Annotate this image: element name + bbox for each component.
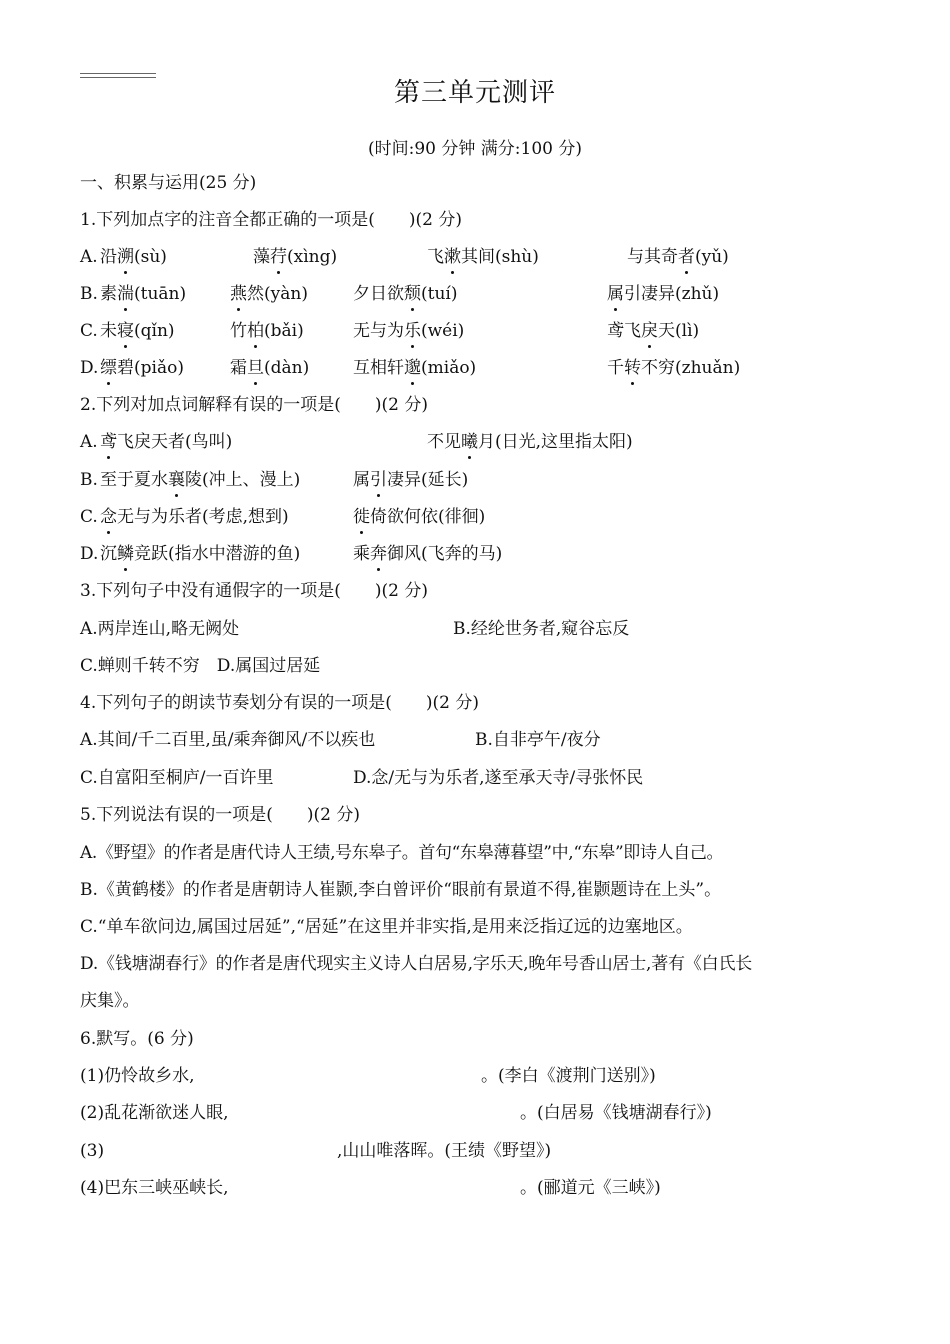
q2-option-a-item: 鸢飞戾天者(鸟叫)	[100, 432, 233, 452]
q4-option-d: D.念/无与为乐者,遂至承天寺/寻张怀民	[353, 768, 644, 788]
q2-option-d-item: 沉鳞竞跃(指水中潜游的鱼)	[100, 544, 301, 564]
q1-option-d-label: D.	[80, 358, 99, 378]
dotted-char: 念	[100, 507, 117, 527]
dotted-char: 溯	[117, 247, 134, 267]
q3-option-a: A.两岸连山,略无阙处	[80, 619, 240, 639]
q6-item-1-end: 。(李白《渡荆门送别》)	[481, 1066, 656, 1086]
q1-option-c-item: 鸢飞戾天(lì)	[607, 321, 700, 341]
dotted-char: 燕	[230, 284, 247, 304]
dotted-char: 颓	[404, 284, 421, 304]
dotted-char: 引	[370, 470, 387, 490]
question-3-stem: 3.下列句子中没有通假字的一项是( )(2 分)	[80, 581, 428, 601]
dotted-char: 湍	[117, 284, 134, 304]
dotted-char: 徙	[353, 507, 370, 527]
q4-option-c: C.自富阳至桐庐/一百许里	[80, 768, 274, 788]
dotted-char: 漱	[444, 247, 461, 267]
q1-option-c-item: 无与为乐(wéi)	[353, 321, 465, 341]
page-title: 第三单元测评	[393, 78, 556, 108]
q3-option-cd: C.蝉则千转不穷 D.属国过居延	[80, 656, 321, 676]
q1-option-d-item: 霜旦(dàn)	[230, 358, 310, 378]
dotted-char: 者	[678, 247, 695, 267]
q6-item-4-start: (4)巴东三峡巫峡长,	[80, 1178, 229, 1198]
dotted-char: 襄	[168, 470, 185, 490]
q2-option-d-item: 乘奔御风(飞奔的马)	[353, 544, 503, 564]
q6-item-3-start: (3)	[80, 1141, 105, 1161]
q3-option-b: B.经纶世务者,窥谷忘反	[453, 619, 630, 639]
q5-option-d-continued: 庆集》。	[80, 991, 140, 1011]
q1-option-b-item: 燕然(yàn)	[230, 284, 308, 304]
q1-option-d-item: 缥碧(piǎo)	[100, 358, 184, 378]
dotted-char: 柏	[247, 321, 264, 341]
q6-item-3-end: ,山山唯落晖。(王绩《野望》)	[337, 1141, 552, 1161]
q1-option-c-label: C.	[80, 321, 98, 341]
q2-option-b-item: 属引凄异(延长)	[353, 470, 469, 490]
q2-option-b-item: 至于夏水襄陵(冲上、漫上)	[100, 470, 301, 490]
dotted-char: 属	[607, 284, 624, 304]
question-2-stem: 2.下列对加点词解释有误的一项是( )(2 分)	[80, 395, 428, 415]
dotted-char: 缥	[100, 358, 117, 378]
q5-option-c: C.“单车欲问边,属国过居延”,“居延”在这里并非实指,是用来泛指辽远的边塞地区。	[80, 917, 693, 937]
q5-option-a: A.《野望》的作者是唐代诗人王绩,号东皋子。首句“东皋薄暮望”中,“东皋”即诗人自己。	[80, 843, 724, 863]
q2-option-c-item: 念无与为乐者(考虑,想到)	[100, 507, 289, 527]
q2-option-d-label: D.	[80, 544, 99, 564]
q1-option-a-label: A.	[80, 247, 98, 267]
dotted-char: 奔	[370, 544, 387, 564]
question-1-stem: 1.下列加点字的注音全都正确的一项是( )(2 分)	[80, 210, 462, 230]
q1-option-b-item: 夕日欲颓(tuí)	[353, 284, 458, 304]
q1-option-a-item: 与其奇者(yǔ)	[627, 247, 729, 267]
dotted-char: 戾	[641, 321, 658, 341]
dotted-char: 鸢	[100, 432, 117, 452]
q2-option-a-item: 不见曦月(日光,这里指太阳)	[427, 432, 633, 452]
section-heading: 一、积累与运用(25 分)	[80, 173, 257, 193]
q1-option-a-item: 飞漱其间(shù)	[427, 247, 539, 267]
exam-info: (时间:90 分钟 满分:100 分)	[367, 139, 582, 159]
dotted-char: 寝	[117, 321, 134, 341]
q1-option-d-item: 互相轩邈(miǎo)	[353, 358, 477, 378]
dotted-char: 曦	[461, 432, 478, 452]
dotted-char: 旦	[247, 358, 264, 378]
q6-item-2-end: 。(白居易《钱塘湖春行》)	[520, 1103, 712, 1123]
question-4-stem: 4.下列句子的朗读节奏划分有误的一项是( )(2 分)	[80, 693, 479, 713]
dotted-char: 邈	[404, 358, 421, 378]
question-6-stem: 6.默写。(6 分)	[80, 1029, 194, 1049]
q1-option-d-item: 千转不穷(zhuǎn)	[607, 358, 741, 378]
q1-option-b-label: B.	[80, 284, 98, 304]
q6-item-4-end: 。(郦道元《三峡》)	[520, 1178, 661, 1198]
q1-option-a-item: 藻荇(xìng)	[253, 247, 338, 267]
q2-option-a-label: A.	[80, 432, 98, 452]
q5-option-b: B.《黄鹤楼》的作者是唐朝诗人崔颢,李白曾评价“眼前有景道不得,崔颢题诗在上头”。	[80, 880, 722, 900]
question-5-stem: 5.下列说法有误的一项是( )(2 分)	[80, 805, 360, 825]
q1-option-b-item: 属引凄异(zhǔ)	[607, 284, 720, 304]
dotted-char: 转	[624, 358, 641, 378]
q6-item-1-start: (1)仍怜故乡水,	[80, 1066, 195, 1086]
q2-option-b-label: B.	[80, 470, 98, 490]
q4-option-b: B.自非亭午/夜分	[475, 730, 601, 750]
q2-option-c-item: 徙倚欲何依(徘徊)	[353, 507, 486, 527]
q1-option-c-item: 竹柏(bǎi)	[230, 321, 304, 341]
q2-option-c-label: C.	[80, 507, 98, 527]
q1-option-a-item: 沿溯(sù)	[100, 247, 167, 267]
q6-item-2-start: (2)乱花渐欲迷人眼,	[80, 1103, 229, 1123]
q1-option-b-item: 素湍(tuān)	[100, 284, 187, 304]
dotted-char: 乐	[404, 321, 421, 341]
dotted-char: 鳞	[117, 544, 134, 564]
q4-option-a: A.其间/千二百里,虽/乘奔御风/不以疾也	[80, 730, 376, 750]
q5-option-d: D.《钱塘湖春行》的作者是唐代现实主义诗人白居易,字乐天,晚年号香山居士,著有《白氏长	[80, 954, 753, 974]
q1-option-c-item: 未寝(qǐn)	[100, 321, 175, 341]
dotted-char: 荇	[270, 247, 287, 267]
